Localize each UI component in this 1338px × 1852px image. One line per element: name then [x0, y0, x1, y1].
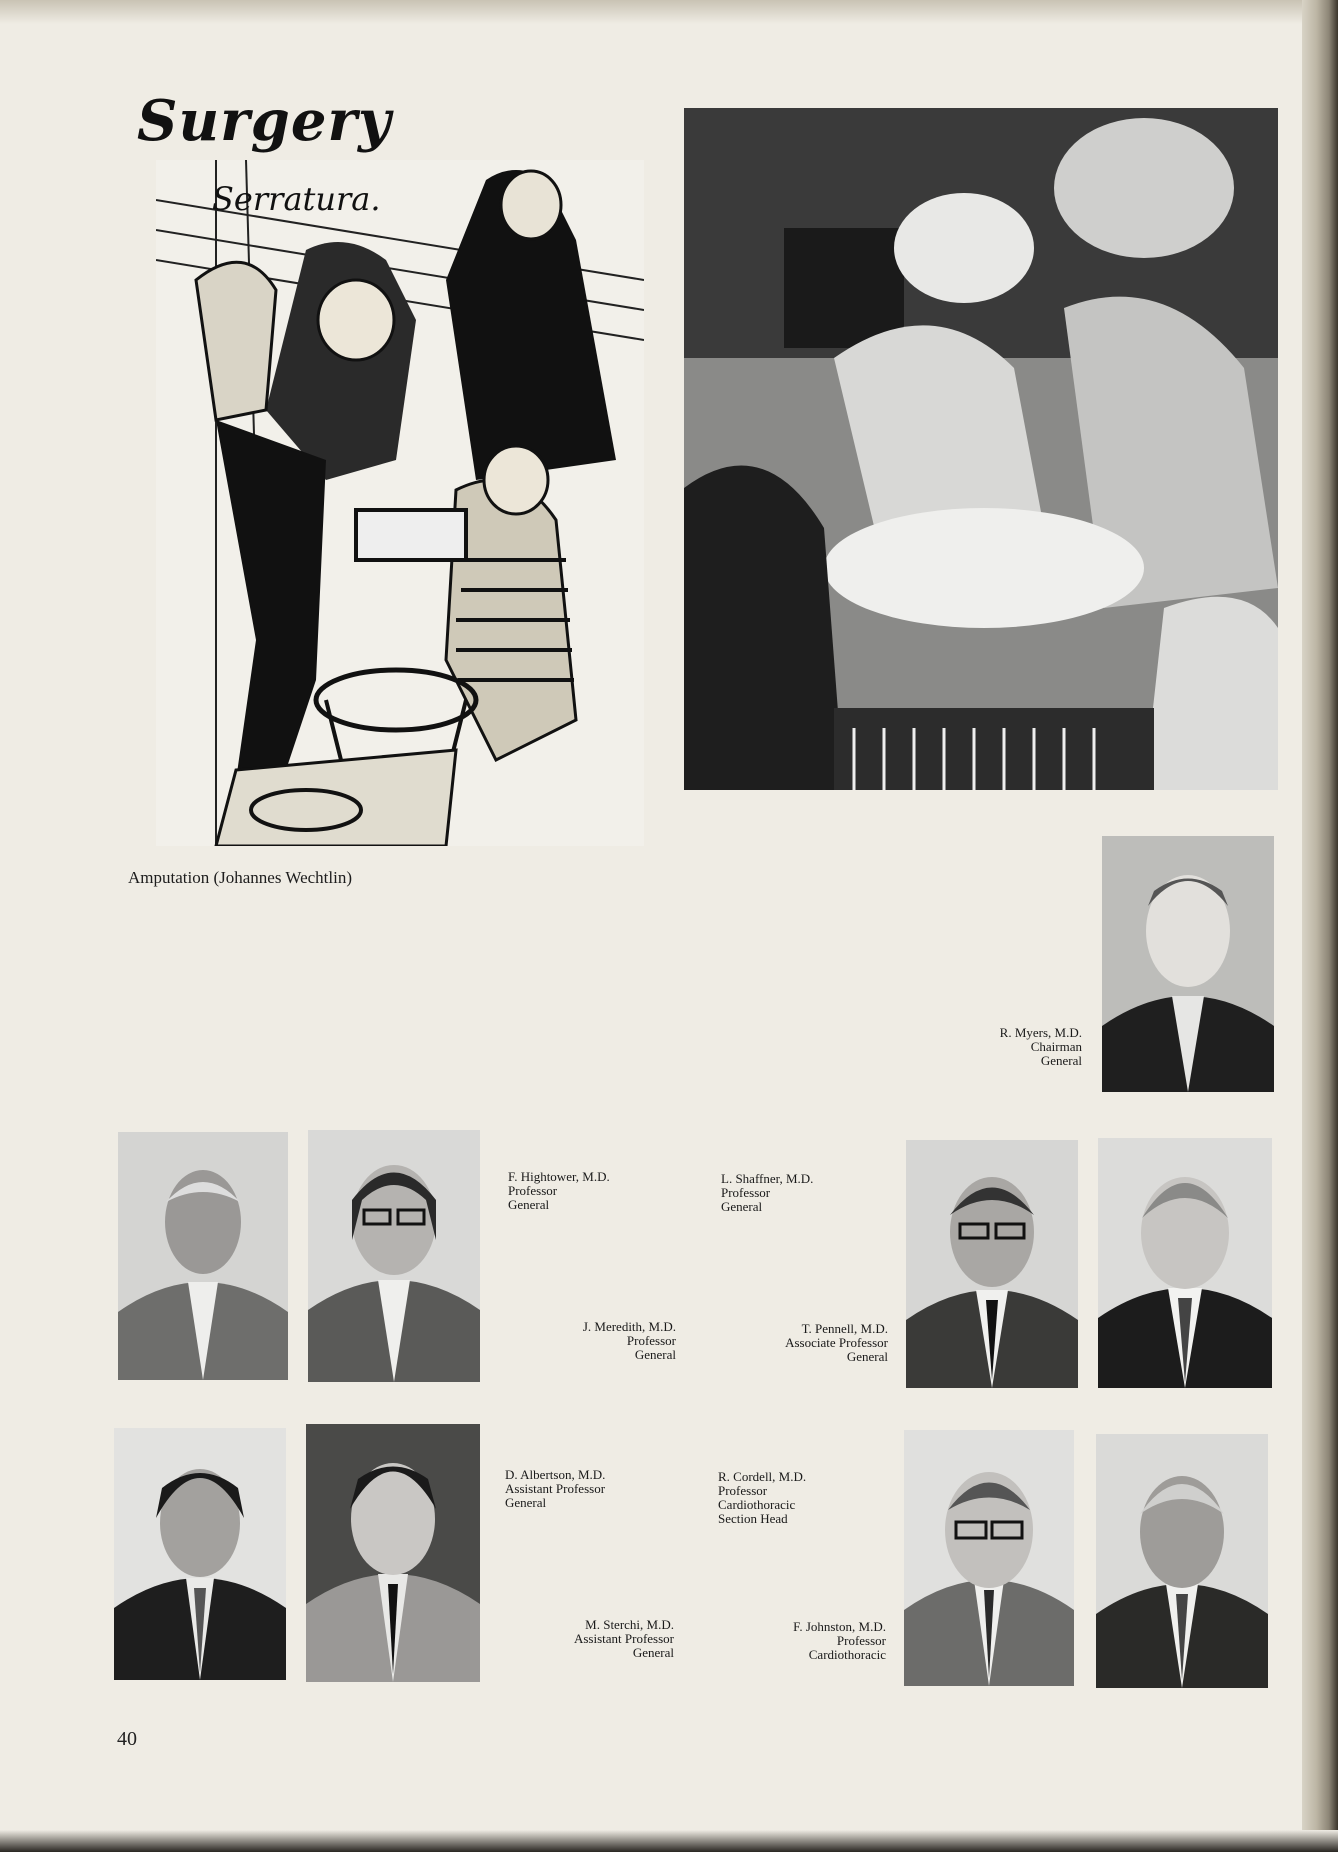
caption-myers: R. Myers, M.D. Chairman General — [999, 1025, 1082, 1068]
page-number: 40 — [117, 1728, 137, 1750]
portrait-albertson — [114, 1428, 286, 1680]
book-binding — [1302, 0, 1338, 1852]
page-title: Surgery — [137, 88, 392, 154]
caption-hightower: F. Hightower, M.D. Professor General — [508, 1169, 610, 1212]
caption-shaffner: L. Shaffner, M.D. Professor General — [721, 1171, 814, 1214]
operating-room-photo — [684, 108, 1278, 790]
portrait-cordell — [904, 1430, 1074, 1686]
portrait-sterchi — [306, 1424, 480, 1682]
woodcut-illustration — [156, 160, 644, 846]
caption-pennell: T. Pennell, M.D. Associate Professor General — [785, 1321, 888, 1364]
portrait-shaffner — [906, 1140, 1078, 1388]
caption-albertson: D. Albertson, M.D. Assistant Professor General — [505, 1467, 606, 1510]
portrait-johnston — [1096, 1434, 1268, 1688]
caption-cordell: R. Cordell, M.D. Professor Cardiothoracic Section Head — [718, 1469, 807, 1526]
caption-johnston: F. Johnston, M.D. Professor Cardiothoracic — [793, 1619, 886, 1662]
caption-sterchi: M. Sterchi, M.D. Assistant Professor General — [573, 1617, 674, 1660]
portrait-myers — [1102, 836, 1274, 1092]
caption-meredith: J. Meredith, M.D. Professor General — [582, 1319, 676, 1362]
portrait-meredith — [308, 1130, 480, 1382]
page-top-edge — [0, 0, 1338, 24]
illustration-caption: Amputation (Johannes Wechtlin) — [128, 868, 352, 887]
portrait-pennell — [1098, 1138, 1272, 1388]
page-bottom-edge — [0, 1830, 1338, 1852]
portrait-hightower — [118, 1132, 288, 1380]
page-subtitle: Serratura. — [212, 180, 381, 218]
